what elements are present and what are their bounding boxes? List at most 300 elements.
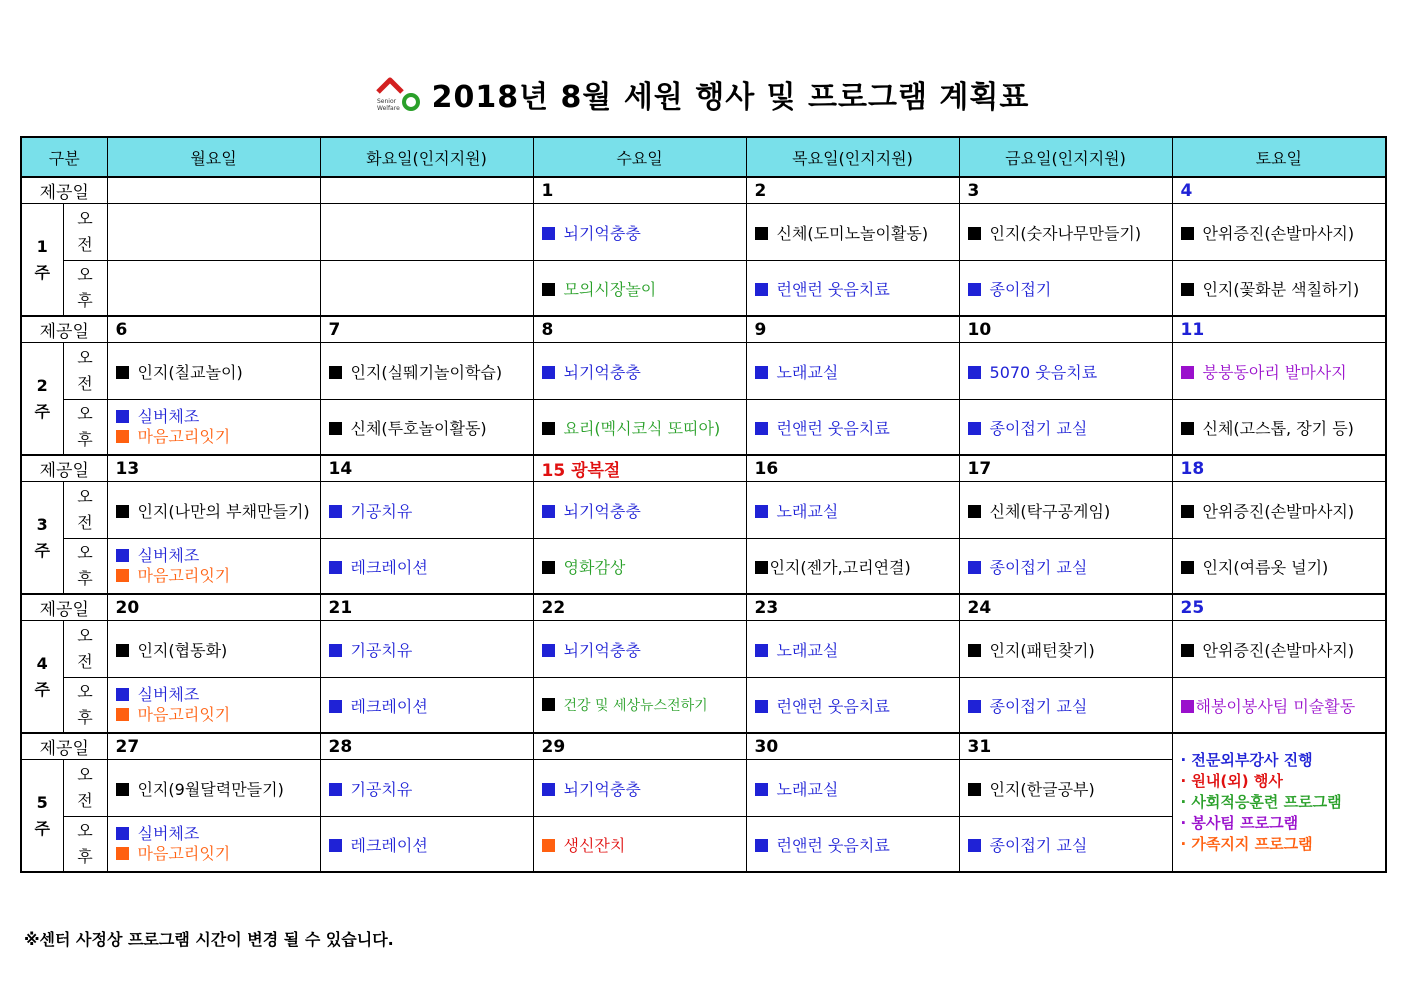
afternoon-program-cell <box>107 261 320 317</box>
morning-program-cell <box>107 343 320 400</box>
afternoon-program-cell <box>107 817 320 873</box>
square-bullet-icon <box>1181 505 1194 518</box>
square-bullet-icon <box>542 561 555 574</box>
program-entry <box>542 555 738 578</box>
program-entry <box>755 416 951 439</box>
afternoon-program-cell <box>746 539 959 595</box>
square-bullet-icon <box>968 839 981 852</box>
morning-label-char: 전 <box>77 374 93 393</box>
morning-program-cell <box>107 204 320 261</box>
program-label: 마음고리잇기 <box>137 427 231 446</box>
date-row <box>21 594 1386 621</box>
program-label: 종이접기 <box>989 279 1052 299</box>
header-day-5: 토요일 <box>1172 137 1386 177</box>
program-label: 인지(여름옷 널기) <box>1202 557 1329 577</box>
afternoon-program-cell <box>746 261 959 317</box>
program-label: 영화감상 <box>563 557 626 577</box>
afternoon-label-char: 후 <box>77 291 93 310</box>
morning-label-char: 전 <box>77 235 93 254</box>
program-entry <box>116 546 312 566</box>
week-label-part: 4 <box>36 653 48 673</box>
program-label: 인지(젠가,고리연결) <box>769 557 911 577</box>
afternoon-label-char: 오 <box>77 265 93 284</box>
header-day-1: 화요일(인지지원) <box>320 137 533 177</box>
date-cell: 31 <box>959 733 1172 760</box>
square-bullet-icon <box>116 847 129 860</box>
program-label: 안위증진(손발마사지) <box>1202 640 1355 660</box>
date-cell: 18 <box>1172 455 1386 482</box>
title-bar <box>0 70 1403 118</box>
morning-program-cell <box>320 343 533 400</box>
square-bullet-icon <box>542 422 555 435</box>
date-cell: 15 광복절 <box>533 455 746 482</box>
date-cell: 1 <box>533 177 746 204</box>
program-entry <box>116 685 312 705</box>
program-entry <box>968 777 1164 800</box>
square-bullet-icon <box>329 783 342 796</box>
morning-row <box>21 482 1386 539</box>
program-entry <box>329 777 525 800</box>
morning-program-cell <box>533 204 746 261</box>
date-cell: 10 <box>959 316 1172 343</box>
program-label: 기공치유 <box>350 779 413 799</box>
square-bullet-icon <box>542 283 555 296</box>
square-bullet-icon <box>1181 366 1194 379</box>
date-row <box>21 316 1386 343</box>
program-label: 인지(협동화) <box>137 640 228 660</box>
square-bullet-icon <box>542 839 555 852</box>
program-entry <box>755 221 951 244</box>
program-label: 레크레이션 <box>350 557 428 577</box>
afternoon-label-char: 오 <box>77 543 93 562</box>
provision-date-label: 제공일 <box>21 316 107 343</box>
week-label-part: 2 <box>36 375 48 395</box>
program-label: 종이접기 교실 <box>989 418 1088 438</box>
afternoon-program-cell <box>320 678 533 734</box>
week-label-part: 주 <box>34 540 50 560</box>
program-label: 노래교실 <box>776 640 839 660</box>
square-bullet-icon <box>755 227 768 240</box>
square-bullet-icon <box>755 422 768 435</box>
square-bullet-icon <box>116 549 129 562</box>
program-label: 런앤런 웃음치료 <box>776 418 890 438</box>
afternoon-program-cell <box>107 539 320 595</box>
date-cell: 17 <box>959 455 1172 482</box>
afternoon-label <box>63 678 107 734</box>
afternoon-label-char: 후 <box>77 430 93 449</box>
provision-date-label: 제공일 <box>21 177 107 204</box>
afternoon-program-cell <box>533 817 746 873</box>
date-cell <box>1172 733 1386 872</box>
afternoon-label <box>63 539 107 595</box>
afternoon-program-cell <box>1172 539 1386 595</box>
square-bullet-icon <box>116 783 129 796</box>
morning-program-cell <box>959 760 1172 817</box>
square-bullet-icon <box>542 505 555 518</box>
program-entry <box>542 695 738 715</box>
morning-program-cell <box>746 760 959 817</box>
program-entry <box>542 221 738 244</box>
date-cell: 9 <box>746 316 959 343</box>
afternoon-row <box>21 400 1386 456</box>
program-entry <box>329 694 525 717</box>
header-day-4: 금요일(인지지원) <box>959 137 1172 177</box>
square-bullet-icon <box>968 283 981 296</box>
morning-row <box>21 343 1386 400</box>
morning-label-char: 오 <box>77 348 93 367</box>
morning-label <box>63 482 107 539</box>
program-label: 실버체조 <box>137 824 200 843</box>
program-entry <box>968 221 1164 244</box>
program-label: 노래교실 <box>776 501 839 521</box>
week-label <box>21 621 63 734</box>
morning-row <box>21 621 1386 678</box>
date-cell: 29 <box>533 733 746 760</box>
schedule-table <box>20 136 1387 873</box>
morning-label-char: 오 <box>77 487 93 506</box>
week-label <box>21 482 63 595</box>
date-cell: 11 <box>1172 316 1386 343</box>
date-cell: 4 <box>1172 177 1386 204</box>
date-cell: 2 <box>746 177 959 204</box>
program-label: 건강 및 세상뉴스전하기 <box>563 698 708 714</box>
week-label-part: 5 <box>36 792 48 812</box>
program-entry <box>1181 555 1378 578</box>
header-row <box>21 137 1386 177</box>
week-label <box>21 343 63 456</box>
afternoon-row <box>21 539 1386 595</box>
program-label: 종이접기 교실 <box>989 835 1088 855</box>
date-cell: 23 <box>746 594 959 621</box>
square-bullet-icon <box>1181 422 1194 435</box>
square-bullet-icon <box>329 422 342 435</box>
morning-program-cell <box>1172 343 1386 400</box>
program-label: 종이접기 교실 <box>989 696 1088 716</box>
morning-program-cell <box>746 343 959 400</box>
program-entry <box>968 638 1164 661</box>
program-entry <box>968 360 1164 383</box>
square-bullet-icon <box>1181 283 1194 296</box>
program-entry <box>755 833 951 856</box>
program-label: 인지(칠교놀이) <box>137 362 243 382</box>
date-cell: 24 <box>959 594 1172 621</box>
header-day-3: 목요일(인지지원) <box>746 137 959 177</box>
program-label: 런앤런 웃음치료 <box>776 279 890 299</box>
program-entry <box>542 638 738 661</box>
legend-item: · 봉사팀 프로그램 <box>1180 814 1299 832</box>
program-label: 레크레이션 <box>350 696 428 716</box>
square-bullet-icon <box>1181 700 1194 713</box>
date-cell: 6 <box>107 316 320 343</box>
date-row <box>21 733 1386 760</box>
program-entry <box>968 277 1164 300</box>
program-label: 실버체조 <box>137 685 200 704</box>
afternoon-program-cell <box>1172 678 1386 734</box>
morning-program-cell <box>107 482 320 539</box>
program-entry <box>1181 499 1378 522</box>
date-cell: 8 <box>533 316 746 343</box>
morning-label-char: 전 <box>77 513 93 532</box>
square-bullet-icon <box>542 698 555 711</box>
week-label-part: 주 <box>34 401 50 421</box>
program-entry <box>116 360 312 383</box>
program-entry <box>116 638 312 661</box>
program-label: 뇌기억충충 <box>563 501 641 521</box>
program-label: 5070 웃음치료 <box>989 362 1098 382</box>
afternoon-program-cell <box>746 400 959 456</box>
afternoon-program-cell <box>1172 261 1386 317</box>
header-day-0: 월요일 <box>107 137 320 177</box>
afternoon-label-char: 후 <box>77 708 93 727</box>
square-bullet-icon <box>116 410 129 423</box>
square-bullet-icon <box>755 839 768 852</box>
program-label: 인지(패턴찾기) <box>989 640 1095 660</box>
afternoon-label <box>63 400 107 456</box>
program-label: 인지(꽃화분 색칠하기) <box>1202 279 1360 299</box>
week-label-part: 3 <box>36 514 48 534</box>
program-label: 실버체조 <box>137 407 200 426</box>
morning-program-cell <box>1172 204 1386 261</box>
square-bullet-icon <box>968 422 981 435</box>
date-cell: 25 <box>1172 594 1386 621</box>
program-entry <box>542 833 738 856</box>
square-bullet-icon <box>329 644 342 657</box>
morning-program-cell <box>959 343 1172 400</box>
program-entry <box>329 555 525 578</box>
program-entry <box>755 499 951 522</box>
provision-date-label: 제공일 <box>21 455 107 482</box>
svg-text:Senior: Senior <box>376 98 396 105</box>
morning-program-cell <box>320 204 533 261</box>
square-bullet-icon <box>755 700 768 713</box>
program-entry <box>755 555 951 578</box>
afternoon-label-char: 후 <box>77 569 93 588</box>
morning-program-cell <box>1172 621 1386 678</box>
program-label: 뇌기억충충 <box>563 779 641 799</box>
program-label: 노래교실 <box>776 362 839 382</box>
morning-label-char: 전 <box>77 791 93 810</box>
afternoon-program-cell <box>320 817 533 873</box>
program-label: 런앤런 웃음치료 <box>776 696 890 716</box>
program-label: 안위증진(손발마사지) <box>1202 501 1355 521</box>
square-bullet-icon <box>542 366 555 379</box>
legend-item: · 사회적응훈련 프로그램 <box>1180 793 1342 811</box>
date-row <box>21 455 1386 482</box>
week-label-part: 주 <box>34 679 50 699</box>
program-entry <box>755 777 951 800</box>
program-label: 런앤런 웃음치료 <box>776 835 890 855</box>
morning-label <box>63 204 107 261</box>
morning-label-char: 오 <box>77 765 93 784</box>
afternoon-label-char: 오 <box>77 682 93 701</box>
morning-program-cell <box>533 482 746 539</box>
morning-program-cell <box>533 343 746 400</box>
morning-program-cell <box>1172 482 1386 539</box>
program-entry <box>542 277 738 300</box>
date-row <box>21 177 1386 204</box>
program-label: 인지(숫자나무만들기) <box>989 223 1142 243</box>
morning-row <box>21 204 1386 261</box>
square-bullet-icon <box>116 366 129 379</box>
afternoon-program-cell <box>320 400 533 456</box>
program-entry <box>968 555 1164 578</box>
program-label: 안위증진(손발마사지) <box>1202 223 1355 243</box>
morning-program-cell <box>746 204 959 261</box>
afternoon-program-cell <box>1172 400 1386 456</box>
square-bullet-icon <box>329 366 342 379</box>
morning-program-cell <box>746 482 959 539</box>
program-entry <box>116 427 312 447</box>
date-cell: 28 <box>320 733 533 760</box>
afternoon-program-cell <box>959 678 1172 734</box>
afternoon-program-cell <box>959 817 1172 873</box>
provision-date-label: 제공일 <box>21 733 107 760</box>
date-cell: 16 <box>746 455 959 482</box>
program-label: 인지(9월달력만들기) <box>137 779 284 799</box>
afternoon-program-cell <box>533 678 746 734</box>
afternoon-label <box>63 261 107 317</box>
header-category: 구분 <box>21 137 107 177</box>
square-bullet-icon <box>116 430 129 443</box>
legend-item: · 가족지지 프로그램 <box>1180 835 1313 853</box>
program-entry <box>116 407 312 427</box>
program-label: 레크레이션 <box>350 835 428 855</box>
square-bullet-icon <box>329 561 342 574</box>
program-entry <box>1181 221 1378 244</box>
program-label: 신체(도미노놀이활동) <box>776 223 929 243</box>
afternoon-program-cell <box>320 539 533 595</box>
program-label: 모의시장놀이 <box>563 279 657 299</box>
program-entry <box>116 844 312 864</box>
program-entry <box>542 499 738 522</box>
morning-program-cell <box>107 621 320 678</box>
afternoon-row <box>21 678 1386 734</box>
afternoon-program-cell <box>320 261 533 317</box>
program-entry <box>1181 694 1378 717</box>
program-label: 뇌기억충충 <box>563 223 641 243</box>
morning-label-char: 오 <box>77 626 93 645</box>
page-title: 2018년 8월 세원 행사 및 프로그램 계획표 <box>431 80 1030 115</box>
senior-welfare-logo <box>374 74 424 114</box>
program-label: 신체(투호놀이활동) <box>350 418 487 438</box>
square-bullet-icon <box>1181 644 1194 657</box>
program-entry <box>755 360 951 383</box>
week-label <box>21 760 63 873</box>
program-label: 신체(탁구공게임) <box>989 501 1111 521</box>
square-bullet-icon <box>116 644 129 657</box>
square-bullet-icon <box>1181 561 1194 574</box>
program-label: 인지(나만의 부채만들기) <box>137 501 310 521</box>
program-label: 실버체조 <box>137 546 200 565</box>
date-cell: 20 <box>107 594 320 621</box>
morning-program-cell <box>533 621 746 678</box>
afternoon-program-cell <box>746 678 959 734</box>
square-bullet-icon <box>329 839 342 852</box>
date-cell: 27 <box>107 733 320 760</box>
program-label: 해봉이봉사팀 미술활동 <box>1195 696 1356 716</box>
square-bullet-icon <box>755 366 768 379</box>
program-label: 종이접기 교실 <box>989 557 1088 577</box>
program-entry <box>968 499 1164 522</box>
square-bullet-icon <box>968 561 981 574</box>
afternoon-program-cell <box>533 400 746 456</box>
afternoon-label-char: 후 <box>77 847 93 866</box>
program-entry <box>329 499 525 522</box>
program-label: 노래교실 <box>776 779 839 799</box>
morning-label <box>63 343 107 400</box>
program-entry <box>329 360 525 383</box>
program-label: 기공치유 <box>350 640 413 660</box>
program-entry <box>755 277 951 300</box>
morning-label-char: 오 <box>77 209 93 228</box>
morning-program-cell <box>320 621 533 678</box>
program-entry <box>968 694 1164 717</box>
program-entry <box>1181 277 1378 300</box>
program-label: 마음고리잇기 <box>137 705 231 724</box>
date-cell: 3 <box>959 177 1172 204</box>
program-entry <box>329 416 525 439</box>
program-entry <box>116 499 312 522</box>
program-entry <box>968 416 1164 439</box>
week-label <box>21 204 63 317</box>
square-bullet-icon <box>116 827 129 840</box>
morning-program-cell <box>959 482 1172 539</box>
afternoon-label-char: 오 <box>77 821 93 840</box>
program-entry <box>116 566 312 586</box>
afternoon-label-char: 오 <box>77 404 93 423</box>
afternoon-program-cell <box>107 400 320 456</box>
date-cell: 21 <box>320 594 533 621</box>
afternoon-program-cell <box>533 261 746 317</box>
program-entry <box>755 638 951 661</box>
square-bullet-icon <box>755 505 768 518</box>
morning-program-cell <box>320 760 533 817</box>
morning-program-cell <box>320 482 533 539</box>
program-entry <box>116 705 312 725</box>
week-label-part: 주 <box>34 818 50 838</box>
square-bullet-icon <box>968 366 981 379</box>
square-bullet-icon <box>755 644 768 657</box>
square-bullet-icon <box>542 644 555 657</box>
footnote: ※센터 사정상 프로그램 시간이 변경 될 수 있습니다. <box>24 930 394 949</box>
afternoon-program-cell <box>746 817 959 873</box>
program-entry <box>542 416 738 439</box>
morning-program-cell <box>533 760 746 817</box>
date-cell: 13 <box>107 455 320 482</box>
square-bullet-icon <box>755 561 768 574</box>
program-label: 붕붕동아리 발마사지 <box>1202 362 1347 382</box>
program-entry <box>1181 638 1378 661</box>
svg-text:Welfare: Welfare <box>376 105 400 112</box>
date-cell: 14 <box>320 455 533 482</box>
program-entry <box>1181 360 1378 383</box>
square-bullet-icon <box>116 569 129 582</box>
date-cell <box>107 177 320 204</box>
afternoon-program-cell <box>959 400 1172 456</box>
program-entry <box>329 833 525 856</box>
program-label: 뇌기억충충 <box>563 362 641 382</box>
square-bullet-icon <box>968 644 981 657</box>
legend-item: · 원내(외) 행사 <box>1180 772 1283 790</box>
program-entry <box>542 360 738 383</box>
square-bullet-icon <box>968 505 981 518</box>
square-bullet-icon <box>755 783 768 796</box>
program-label: 기공치유 <box>350 501 413 521</box>
program-label: 인지(실뛔기놀이학습) <box>350 362 503 382</box>
program-label: 마음고리잇기 <box>137 566 231 585</box>
afternoon-row <box>21 261 1386 317</box>
program-label: 신체(고스톱, 장기 등) <box>1202 418 1354 438</box>
